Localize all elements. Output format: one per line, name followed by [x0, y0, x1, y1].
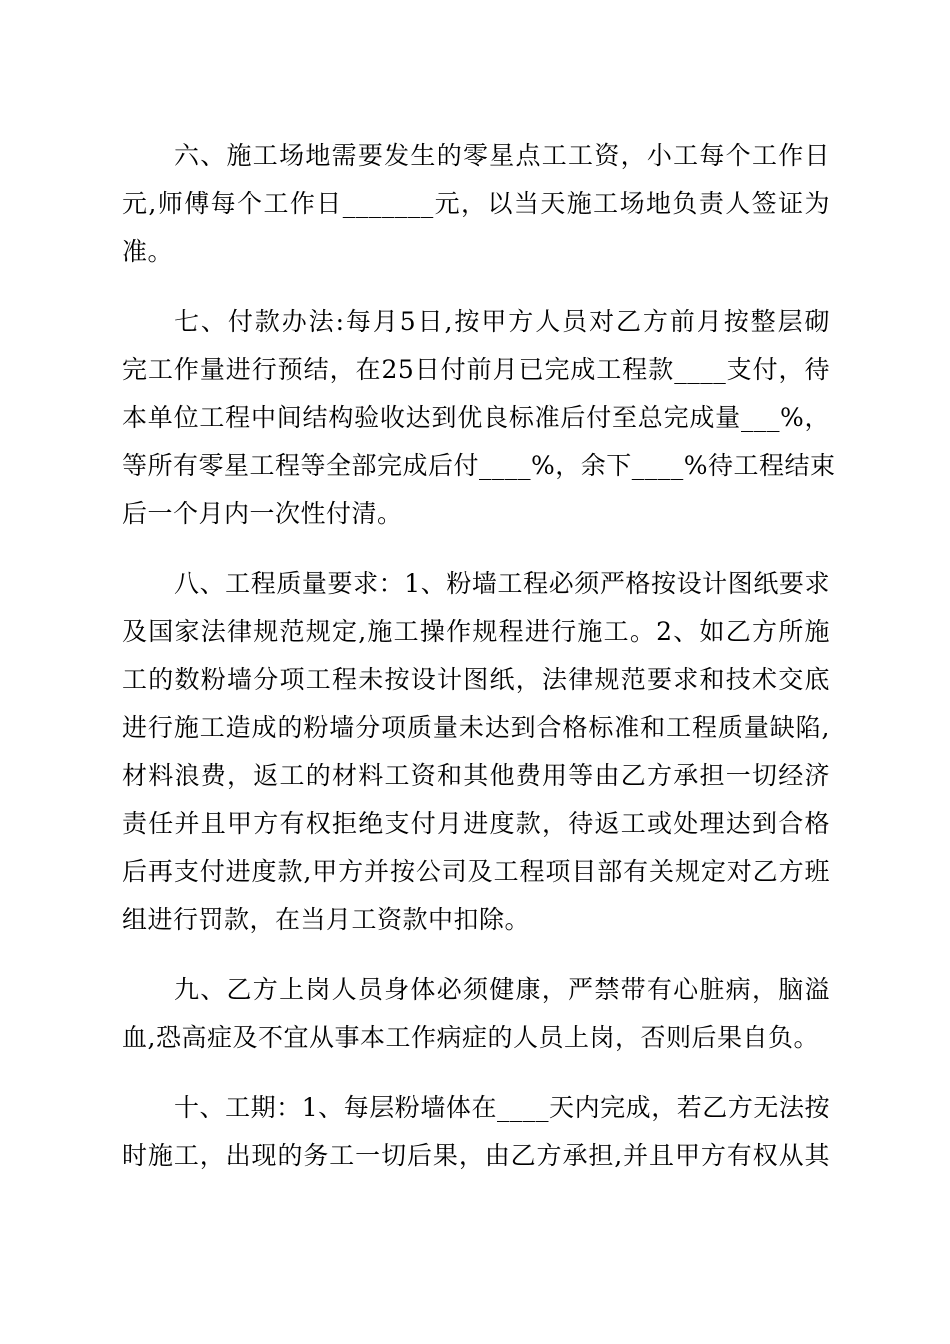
clause-9-line-1: 九、乙方上岗人员身体必须健康，严禁带有心脏病，脑溢 [174, 975, 830, 1004]
clause-8-line-5: 材料浪费，返工的材料工资和其他费用等由乙方承担一切经济 [122, 761, 830, 790]
clause-6-line-2: 元,师傅每个工作日_______元，以当天施工场地负责人签证为 [122, 189, 830, 218]
clause-6-paragraph [122, 132, 830, 276]
clause-6-line-3: 准。 [122, 237, 174, 266]
clause-10-line-1: 十、工期：1、每层粉墙体在____天内完成，若乙方无法按 [174, 1093, 830, 1122]
clause-9-paragraph [122, 966, 830, 1062]
clause-8-line-7: 后再支付进度款,甲方并按公司及工程项目部有关规定对乙方班 [122, 857, 830, 886]
clause-8-paragraph [122, 560, 830, 944]
clause-8-line-4: 进行施工造成的粉墙分项质量未达到合格标准和工程质量缺陷, [122, 713, 830, 742]
clause-6-line-1: 六、施工场地需要发生的零星点工工资，小工每个工作日 [174, 141, 830, 170]
clause-7-paragraph [122, 298, 836, 538]
clause-10-line-2: 时施工，出现的务工一切后果，由乙方承担,并且甲方有权从其 [122, 1141, 830, 1170]
clause-7-line-4: 等所有零星工程等全部完成后付____%，余下____%待工程结束 [122, 451, 836, 480]
clause-7-line-3: 本单位工程中间结构验收达到优良标准后付至总完成量___%， [122, 403, 830, 432]
clause-10-paragraph [122, 1084, 830, 1180]
clause-7-line-2: 完工作量进行预结，在25日付前月已完成工程款____支付，待 [122, 355, 830, 384]
clause-8-line-1: 八、工程质量要求：1、粉墙工程必须严格按设计图纸要求 [174, 569, 830, 598]
clause-8-line-6: 责任并且甲方有权拒绝支付月进度款，待返工或处理达到合格 [122, 809, 830, 838]
clause-9-line-2: 血,恐高症及不宜从事本工作病症的人员上岗，否则后果自负。 [122, 1023, 819, 1052]
document-page [122, 132, 836, 1202]
clause-8-line-3: 工的数粉墙分项工程未按设计图纸，法律规范要求和技术交底 [122, 665, 830, 694]
clause-8-line-2: 及国家法律规范规定,施工操作规程进行施工。2、如乙方所施 [122, 617, 830, 646]
clause-7-line-5: 后一个月内一次性付清。 [122, 499, 403, 528]
clause-8-line-8: 组进行罚款，在当月工资款中扣除。 [122, 905, 531, 934]
clause-7-line-1: 七、付款办法:每月5日,按甲方人员对乙方前月按整层砌 [174, 307, 830, 336]
